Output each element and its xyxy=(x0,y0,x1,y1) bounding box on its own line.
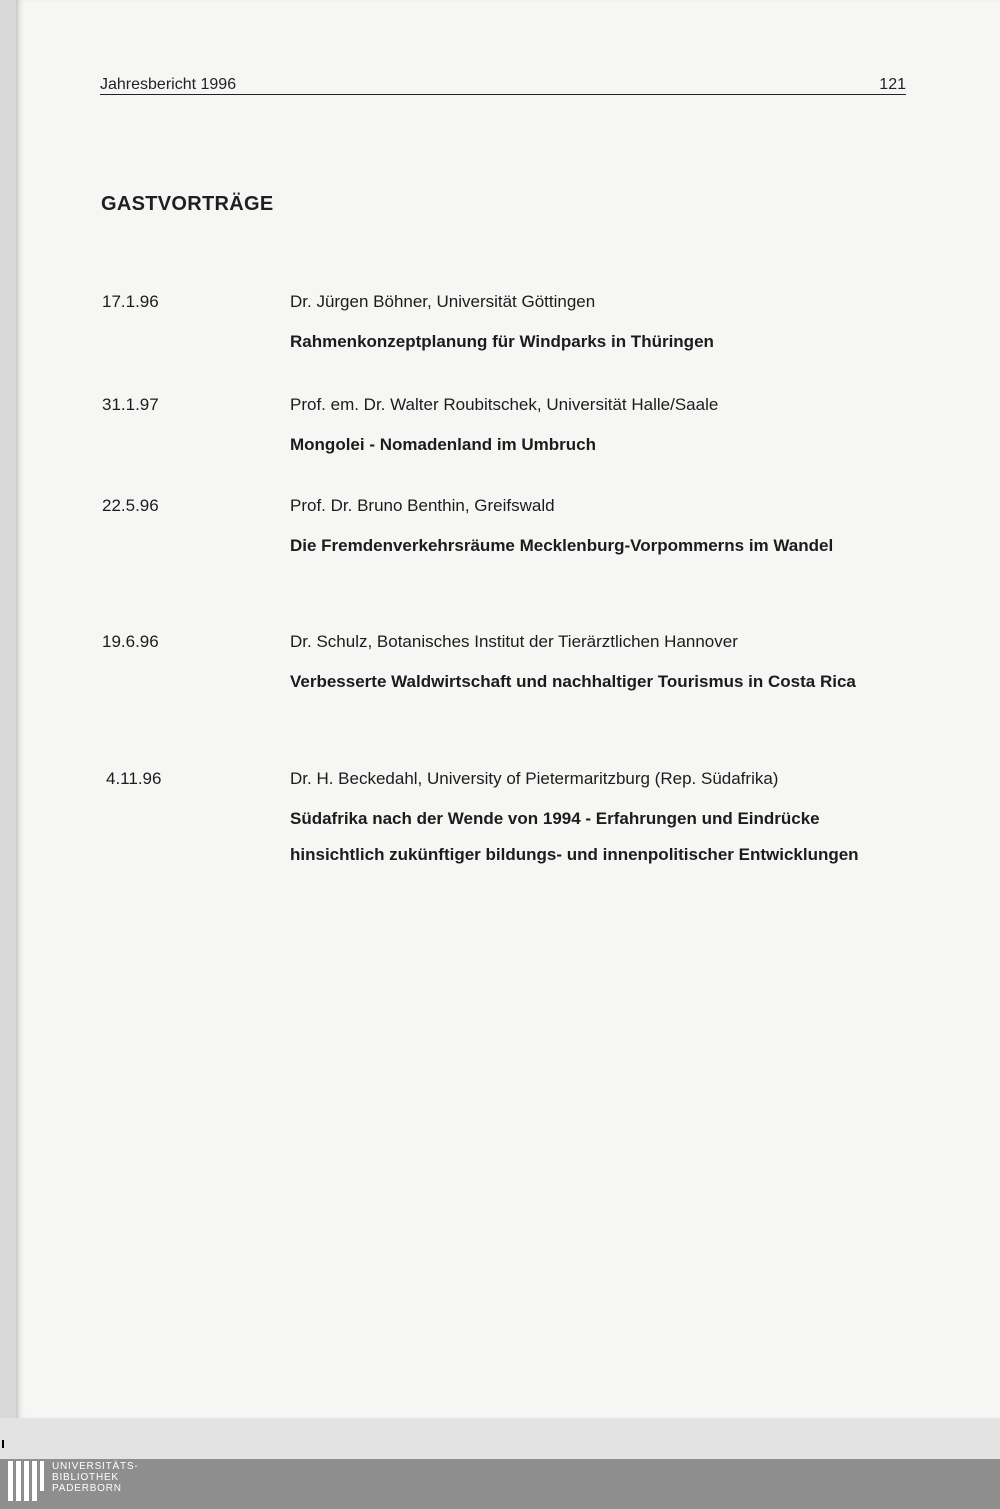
lecture-title: Rahmenkonzeptplanung für Windparks in Thüringen xyxy=(290,332,714,351)
lecture-date: 17.1.96 xyxy=(102,292,159,311)
library-name xyxy=(52,1461,139,1494)
lecture-date: 22.5.96 xyxy=(102,496,159,515)
running-header xyxy=(100,74,906,95)
header-title: Jahresbericht 1996 xyxy=(100,76,237,93)
scan-mark xyxy=(2,1440,4,1448)
lecture-title: Mongolei - Nomadenland im Umbruch xyxy=(290,435,597,454)
lecture-speaker: Prof. Dr. Bruno Benthin, Greifswald xyxy=(290,496,555,515)
page-number: 121 xyxy=(879,76,906,93)
library-footer xyxy=(0,1459,1000,1509)
library-name-line: BIBLIOTHEK xyxy=(52,1472,119,1483)
lecture-date: 31.1.97 xyxy=(102,395,159,414)
lecture-speaker: Prof. em. Dr. Walter Roubitschek, Universität Halle/Saale xyxy=(290,395,719,414)
lecture-speaker: Dr. Schulz, Botanisches Institut der Tierärztlichen Hannover xyxy=(290,632,738,651)
section-title: GASTVORTRÄGE xyxy=(101,193,274,215)
lecture-title: Die Fremdenverkehrsräume Mecklenburg-Vorpommerns im Wandel xyxy=(290,536,834,555)
lecture-date: 19.6.96 xyxy=(102,632,159,651)
lecture-title: Verbesserte Waldwirtschaft und nachhaltiger Tourismus in Costa Rica xyxy=(290,672,856,691)
lecture-title: Südafrika nach der Wende von 1994 - Erfahrungen und Eindrücke hinsichtlich zukünftiger bildungs- und innenpolitischer Entwicklungen xyxy=(290,809,859,864)
lecture-date: 4.11.96 xyxy=(106,769,162,788)
lecture-speaker: Dr. H. Beckedahl, University of Pietermaritzburg (Rep. Südafrika) xyxy=(290,769,779,788)
library-logo-icon xyxy=(2,1461,46,1505)
library-name-line: UNIVERSITÄTS- xyxy=(52,1461,139,1472)
library-name-line: PADERBORN xyxy=(52,1483,122,1494)
lecture-speaker: Dr. Jürgen Böhner, Universität Göttingen xyxy=(290,292,596,311)
page-gutter xyxy=(0,0,16,1418)
